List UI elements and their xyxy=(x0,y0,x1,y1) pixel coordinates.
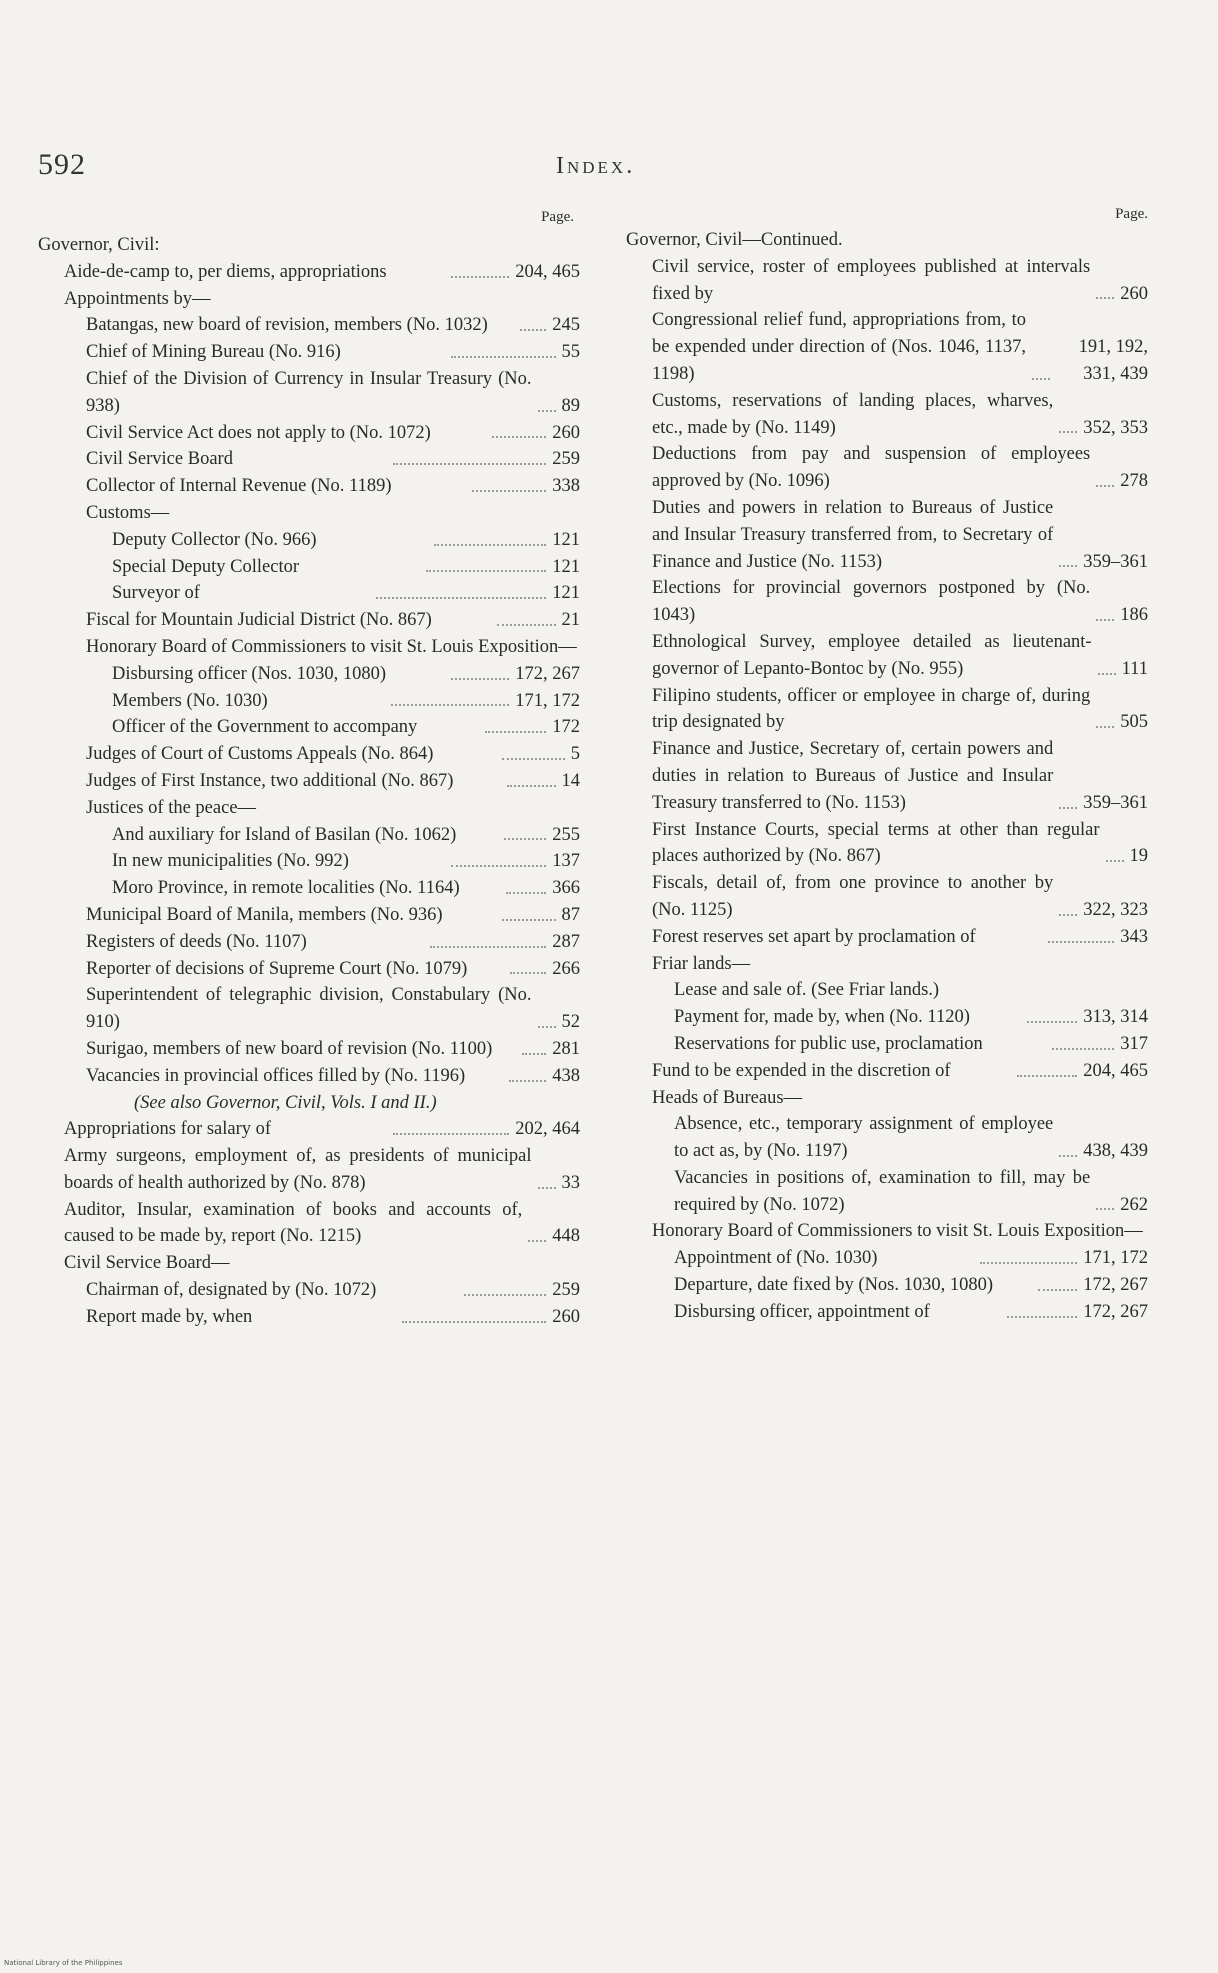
index-entry: Forest reserves set apart by proclamation of 343 xyxy=(652,926,1148,947)
index-entry: Judges of First Instance, two additional (No. 867) 14 xyxy=(86,770,580,791)
running-head: Index. xyxy=(556,153,636,179)
index-entry: Customs, reservations of landing places, wharves, etc., made by (No. 1149) 352, 353 xyxy=(652,390,1148,438)
index-entry: Chief of the Division of Currency in Insular Treasury (No. 938) 89 xyxy=(86,368,580,416)
index-entry: Civil service, roster of employees published at intervals fixed by 260 xyxy=(652,256,1148,304)
index-entry: Special Deputy Collector 121 xyxy=(112,556,581,577)
index-entry: Disbursing officer (Nos. 1030, 1080) 172, 267 xyxy=(112,663,581,684)
index-entry: Civil Service Act does not apply to (No. 1072) 260 xyxy=(86,422,580,443)
index-entry: Payment for, made by, when (No. 1120) 313, 314 xyxy=(674,1007,1148,1028)
index-entry: Moro Province, in remote localities (No. 1164) 366 xyxy=(112,878,580,899)
index-entry: Civil Service Board 259 xyxy=(86,449,581,470)
index-entry: Collector of Internal Revenue (No. 1189) 338 xyxy=(86,476,580,497)
index-entry: Aide-de-camp to, per diems, appropriations 204, 465 xyxy=(64,261,580,282)
index-entry: Ethnological Survey, employee detailed as lieutenant-governor of Lepanto-Bontoc by (No. 955) 111 xyxy=(652,631,1148,679)
index-entry-cross-reference: Lease and sale of. (See Friar lands.) xyxy=(674,980,940,1001)
index-entry: Disbursing officer, appointment of 172, 267 xyxy=(674,1301,1148,1322)
index-entry: Superintendent of telegraphic division, Constabulary (No. 910) 52 xyxy=(86,985,580,1033)
index-entry: Municipal Board of Manila, members (No. 936) 87 xyxy=(86,904,580,925)
index-entry: Members (No. 1030) 171, 172 xyxy=(112,690,580,711)
index-entry: Fiscal for Mountain Judicial District (No. 867) 21 xyxy=(86,610,581,631)
index-entry: Registers of deeds (No. 1107) 287 xyxy=(86,931,581,952)
index-heading: Governor, Civil—Continued. xyxy=(626,230,843,250)
page-column-label: Page. xyxy=(541,209,574,225)
index-entry: Officer of the Government to accompany 172 xyxy=(112,717,580,738)
index-entry: Batangas, new board of revision, members (No. 1032) 245 xyxy=(86,315,581,336)
index-entry: Reservations for public use, proclamation 317 xyxy=(674,1033,1149,1054)
index-entry: Army surgeons, employment of, as presidents of municipal boards of health authorized by (No. 878) 33 xyxy=(64,1146,580,1193)
index-entry: In new municipalities (No. 992) 137 xyxy=(112,851,581,872)
index-entry: Chief of Mining Bureau (No. 916) 55 xyxy=(86,342,581,363)
index-subheading: Appointments by— xyxy=(64,288,211,309)
index-subheading: Honorary Board of Commissioners to visit St. Louis Exposition— xyxy=(86,636,577,657)
left-column xyxy=(38,208,580,1331)
index-entry: And auxiliary for Island of Basilan (No. 1062) 255 xyxy=(112,824,581,845)
index-entry: Appropriations for salary of 202, 464 xyxy=(64,1119,581,1140)
index-entry: Duties and powers in relation to Bureaus of Justice and Insular Treasury transferred from, to Secretary of Finance and Justice (No. 1153) 359–361 xyxy=(652,497,1148,572)
page-column-label: Page. xyxy=(1115,206,1148,222)
index-entry: Reporter of decisions of Supreme Court (No. 1079) 266 xyxy=(86,958,581,979)
index-subheading: Justices of the peace— xyxy=(86,797,257,818)
index-subheading: Heads of Bureaus— xyxy=(652,1087,803,1108)
right-column xyxy=(626,205,1148,1326)
index-entry: Appointment of (No. 1030) 171, 172 xyxy=(674,1248,1149,1269)
index-subheading: Friar lands— xyxy=(652,953,751,974)
page-number: 592 xyxy=(38,148,86,181)
index-entry: Chairman of, designated by (No. 1072) 259 xyxy=(86,1280,581,1301)
index-entry: Report made by, when 260 xyxy=(86,1306,581,1327)
index-entry: Finance and Justice, Secretary of, certain powers and duties in relation to Bureaus of Justice and Insular Treasury transferred to (No. 1153) 359–361 xyxy=(652,739,1148,813)
index-entry: Vacancies in positions of, examination to fill, may be required by (No. 1072) 262 xyxy=(674,1167,1148,1215)
index-entry: Fund to be expended in the discretion of 204, 465 xyxy=(652,1060,1149,1081)
index-entry: Departure, date fixed by (Nos. 1030, 1080) 172, 267 xyxy=(674,1275,1149,1296)
index-entry: Congressional relief fund, appropriations from, to be expended under direction of (Nos. 1046, 1137, 1198) 191, 192, 331, 439 xyxy=(652,310,1148,384)
index-entry: Fiscals, detail of, from one province to another by (No. 1125) 322, 323 xyxy=(652,873,1148,920)
index-subheading: Civil Service Board— xyxy=(64,1253,230,1274)
index-entry: Auditor, Insular, examination of books and accounts of, caused to be made by, report (No. 1215) 448 xyxy=(64,1199,580,1247)
index-entry: First Instance Courts, special terms at other than regular places authorized by (No. 867) 19 xyxy=(652,819,1148,867)
index-entry: Surveyor of 121 xyxy=(112,583,581,604)
index-entry: Filipino students, officer or employee in charge of, during trip designated by 505 xyxy=(652,685,1148,733)
index-entry: Deputy Collector (No. 966) 121 xyxy=(112,529,580,550)
index-entry: Judges of Court of Customs Appeals (No. 864) 5 xyxy=(86,744,580,765)
index-entry: Elections for provincial governors postponed by (No. 1043) 186 xyxy=(652,578,1148,626)
footer-credit: National Library of the Philippines xyxy=(4,1959,123,1967)
index-entry: Vacancies in provincial offices filled by (No. 1196) 438 xyxy=(86,1065,581,1086)
index-entry: Deductions from pay and suspension of employees approved by (No. 1096) 278 xyxy=(652,444,1148,492)
index-subheading: Honorary Board of Commissioners to visit St. Louis Exposition— xyxy=(652,1221,1143,1242)
index-subheading: Customs— xyxy=(86,502,170,523)
index-entry: Surigao, members of new board of revision (No. 1100) 281 xyxy=(86,1038,581,1059)
index-heading: Governor, Civil: xyxy=(38,235,160,255)
see-also-note: (See also Governor, Civil, Vols. I and II.) xyxy=(134,1092,437,1113)
index-entry: Absence, etc., temporary assignment of employee to act as, by (No. 1197) 438, 439 xyxy=(674,1114,1148,1162)
